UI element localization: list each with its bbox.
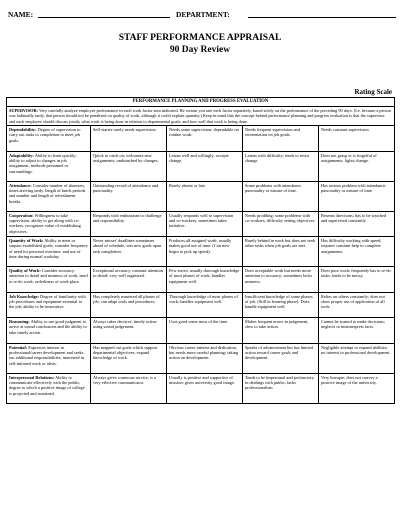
supervisor-instructions-row (7, 106, 395, 125)
rating-option[interactable]: Always gives courteous service, is a very effective communicator. (91, 373, 167, 403)
rating-option[interactable]: Speaks of advancement but has limited action toward career goals and development. (243, 343, 319, 373)
rating-option[interactable]: Has serious problem with attendance, punctuality or misuse of time. (319, 181, 395, 211)
form-subtitle: 90 Day Review (169, 45, 231, 55)
supervisor-label: SUPERVISOR: (9, 107, 38, 113)
form-title: STAFF PERFORMANCE APPRAISAL (118, 33, 282, 43)
criterion-desc-text: Consider number of absences, times arriving tardy, length of lunch periods and number and length of refreshment breaks. (9, 182, 86, 204)
rating-option[interactable]: Insufficient knowledge of some phases of job. (Still in learning phase). Does handle equipment well. (243, 292, 319, 318)
rating-option[interactable]: Self-starter rarely needs supervision. (91, 126, 167, 152)
criterion-row (7, 126, 395, 152)
section-title: PERFORMANCE PLANNING AND PROGRESS EVALUATION (7, 98, 395, 107)
criterion-row (7, 318, 395, 344)
criterion-desc-text: Consider accuracy, attention to detail and neatness of work, need to re-do work; orderliness of work place. (9, 268, 88, 284)
rating-option[interactable]: Resents directions; has to be watched and supervised constantly. (319, 211, 395, 237)
supervisor-instructions (7, 106, 395, 125)
criterion-description (7, 292, 91, 318)
rating-scale-label: Rating Scale (354, 88, 392, 96)
criterion-row (7, 343, 395, 373)
criterion-row (7, 237, 395, 267)
criterion-name: Reasoning: (9, 319, 30, 325)
criterion-name: Quantity of Work: (9, 238, 44, 244)
rating-option[interactable]: Uses good sense most of the time. (167, 318, 243, 344)
rating-option[interactable]: Does acceptable work but needs more attention to accuracy; sometimes lacks neatness. (243, 267, 319, 293)
appraisal-table (6, 97, 395, 404)
rating-option[interactable]: Usually responds well to supervision and co-workers; sometimes takes initiative. (167, 211, 243, 237)
rating-option[interactable]: Thorough knowledge of most phases of work; handles equipment well. (167, 292, 243, 318)
criterion-name: Job Knowledge: (9, 293, 40, 299)
rating-option[interactable]: Has difficulty working with speed; requires constant help to complete assignments. (319, 237, 395, 267)
rating-option[interactable]: Rarely behind in work but does not seek other tasks when job goals are met. (243, 237, 319, 267)
criterion-row (7, 373, 395, 403)
criterion-row (7, 292, 395, 318)
rating-option[interactable]: Obvious career interest and dedication, but needs more careful planning; taking action on development. (167, 343, 243, 373)
criterion-name: Interpersonal Relations: (9, 374, 55, 380)
criterion-row (7, 267, 395, 293)
rating-option[interactable]: Needs some supervision; dependable on routine work. (167, 126, 243, 152)
name-field-line[interactable] (38, 17, 170, 18)
criterion-description (7, 267, 91, 293)
department-field-line[interactable] (248, 17, 396, 18)
rating-option[interactable]: Very brusque; does not convey a positive image of the university. (319, 373, 395, 403)
criterion-name: Cooperation: (9, 212, 34, 218)
name-label: NAME: (8, 10, 34, 19)
criterion-desc-text: Degree of familiarity with job procedures and equipment essential to the job; ability to be innovative. (9, 293, 86, 310)
rating-option[interactable]: Has mapped out goals which support departmental objectives; expand knowledge of work. (91, 343, 167, 373)
criterion-desc-text: Expresses interest in professional/career development and seeks out additional responsibilities; interested in self-initiated work or ideas. (9, 344, 85, 366)
supervisor-text: Very carefully analyze employee performance in each work factor area indicated. Be certain you rate each factor separately, based solely on the performance of the preceding 90 days. (I.e. because a person was habitually tardy, that person should not be penalized on quality of work, although it could explain quantity.) Keep in mind that the concept behind performance planning and progress evaluation is that the supervisor and each employee should discuss jointly what work is being done in relation to departmental goals, and how well that work is being done. (9, 107, 391, 124)
rating-option[interactable]: Does poor work; frequently has to re-do tasks; tends to be messy. (319, 267, 395, 293)
rating-option[interactable]: Cannot be trusted to make decisions; neglects or misinterprets facts. (319, 318, 395, 344)
criterion-desc-text: Ability to communicate effectively with the public; degree to which a positive image of college is projected and sustained. (9, 374, 85, 396)
rating-option[interactable]: Tends to be impersonal and perfunctory in dealings with public; lacks professionalism. (243, 373, 319, 403)
criterion-description (7, 373, 91, 403)
criterion-description (7, 237, 91, 267)
rating-option[interactable]: Has completely mastered all phases of job; can adapt tools and procedures. (91, 292, 167, 318)
criterion-row (7, 211, 395, 237)
rating-option[interactable]: Never misses' deadlines sometimes ahead of schedule; sets new goals upon task completion. (91, 237, 167, 267)
rating-option[interactable]: Relies on others constantly; does not show proper use of application of all tools. (319, 292, 395, 318)
rating-option[interactable]: Some problems with attendance, punctuality or misuse of time. (243, 181, 319, 211)
criterion-row (7, 151, 395, 181)
rating-option[interactable]: Makes frequent errors in judgement, slow to take action. (243, 318, 319, 344)
criterion-name: Attendance: (9, 182, 32, 188)
criterion-name: Adaptability: (9, 152, 34, 158)
criterion-desc-text: Ability to learn quickly; ability to adjust to changes in job assignment, methods personnel or surroundings. (9, 152, 77, 174)
criterion-desc-text: Ability to use good judgment to arrive at sound conclusions and the ability to take timely action. (9, 319, 87, 335)
rating-option[interactable]: Exceptional accuracy, constant attention to detail; very well organized. (91, 267, 167, 293)
rating-option[interactable]: Learns with difficulty; tends to resist change. (243, 151, 319, 181)
criterion-row (7, 181, 395, 211)
rating-option[interactable]: Produces all assigned work; usually makes good use of time. (Can now begin to pick up speed). (167, 237, 243, 267)
section-title-row (7, 98, 395, 107)
criterion-desc-text: Degree of supervision to carry out tasks to completion to meet job goals. (9, 127, 81, 143)
rating-option[interactable]: Few errors, usually thorough knowledge of most phases of work; handles equipment well. (167, 267, 243, 293)
criterion-description (7, 151, 91, 181)
criterion-description (7, 211, 91, 237)
criterion-name: Potential: (9, 344, 28, 350)
criterion-name: Dependability: (9, 127, 37, 133)
criterion-description (7, 318, 91, 344)
rating-option[interactable]: Responds with enthusiasm to challenge and responsibility. (91, 211, 167, 237)
rating-option[interactable]: Quick to catch on; welcomes new assignments; undisturbed by changes. (91, 151, 167, 181)
criterion-desc-text: Willingness to take supervision, ability to get along with co-workers, recognizes value of establishing objectives. (9, 212, 81, 234)
rating-option[interactable]: Always takes decisive, timely action using sound judgement. (91, 318, 167, 344)
criterion-description (7, 343, 91, 373)
rating-option[interactable]: Outstanding record of attendance and punctuality. (91, 181, 167, 211)
rating-option[interactable]: Negligible attempt to expand abilities; no interest in professional development. (319, 343, 395, 373)
criterion-description (7, 181, 91, 211)
rating-option[interactable]: Rarely absent or late. (167, 181, 243, 211)
rating-option[interactable]: Does not grasp or is forgetful of assignments; fights change. (319, 151, 395, 181)
rating-option[interactable]: Needs frequent supervision and reorientation on job goals. (243, 126, 319, 152)
rating-option[interactable]: Needs prodding; some problems with co-workers; difficulty setting objectives. (243, 211, 319, 237)
criterion-desc-text: Ability to meet or surpass established goals; consider frequency of need for personal overtime; and use of time during normal workday. (9, 238, 88, 260)
rating-option[interactable]: Needs constant supervision. (319, 126, 395, 152)
rating-option[interactable]: Usually is positive and supportive of mission; gives university good image. (167, 373, 243, 403)
rating-option[interactable]: Learns well and willingly; accepts change. (167, 151, 243, 181)
criterion-description (7, 126, 91, 152)
form-header (8, 10, 392, 22)
criterion-name: Quality of Work: (9, 268, 41, 274)
department-label: DEPARTMENT: (176, 10, 230, 19)
